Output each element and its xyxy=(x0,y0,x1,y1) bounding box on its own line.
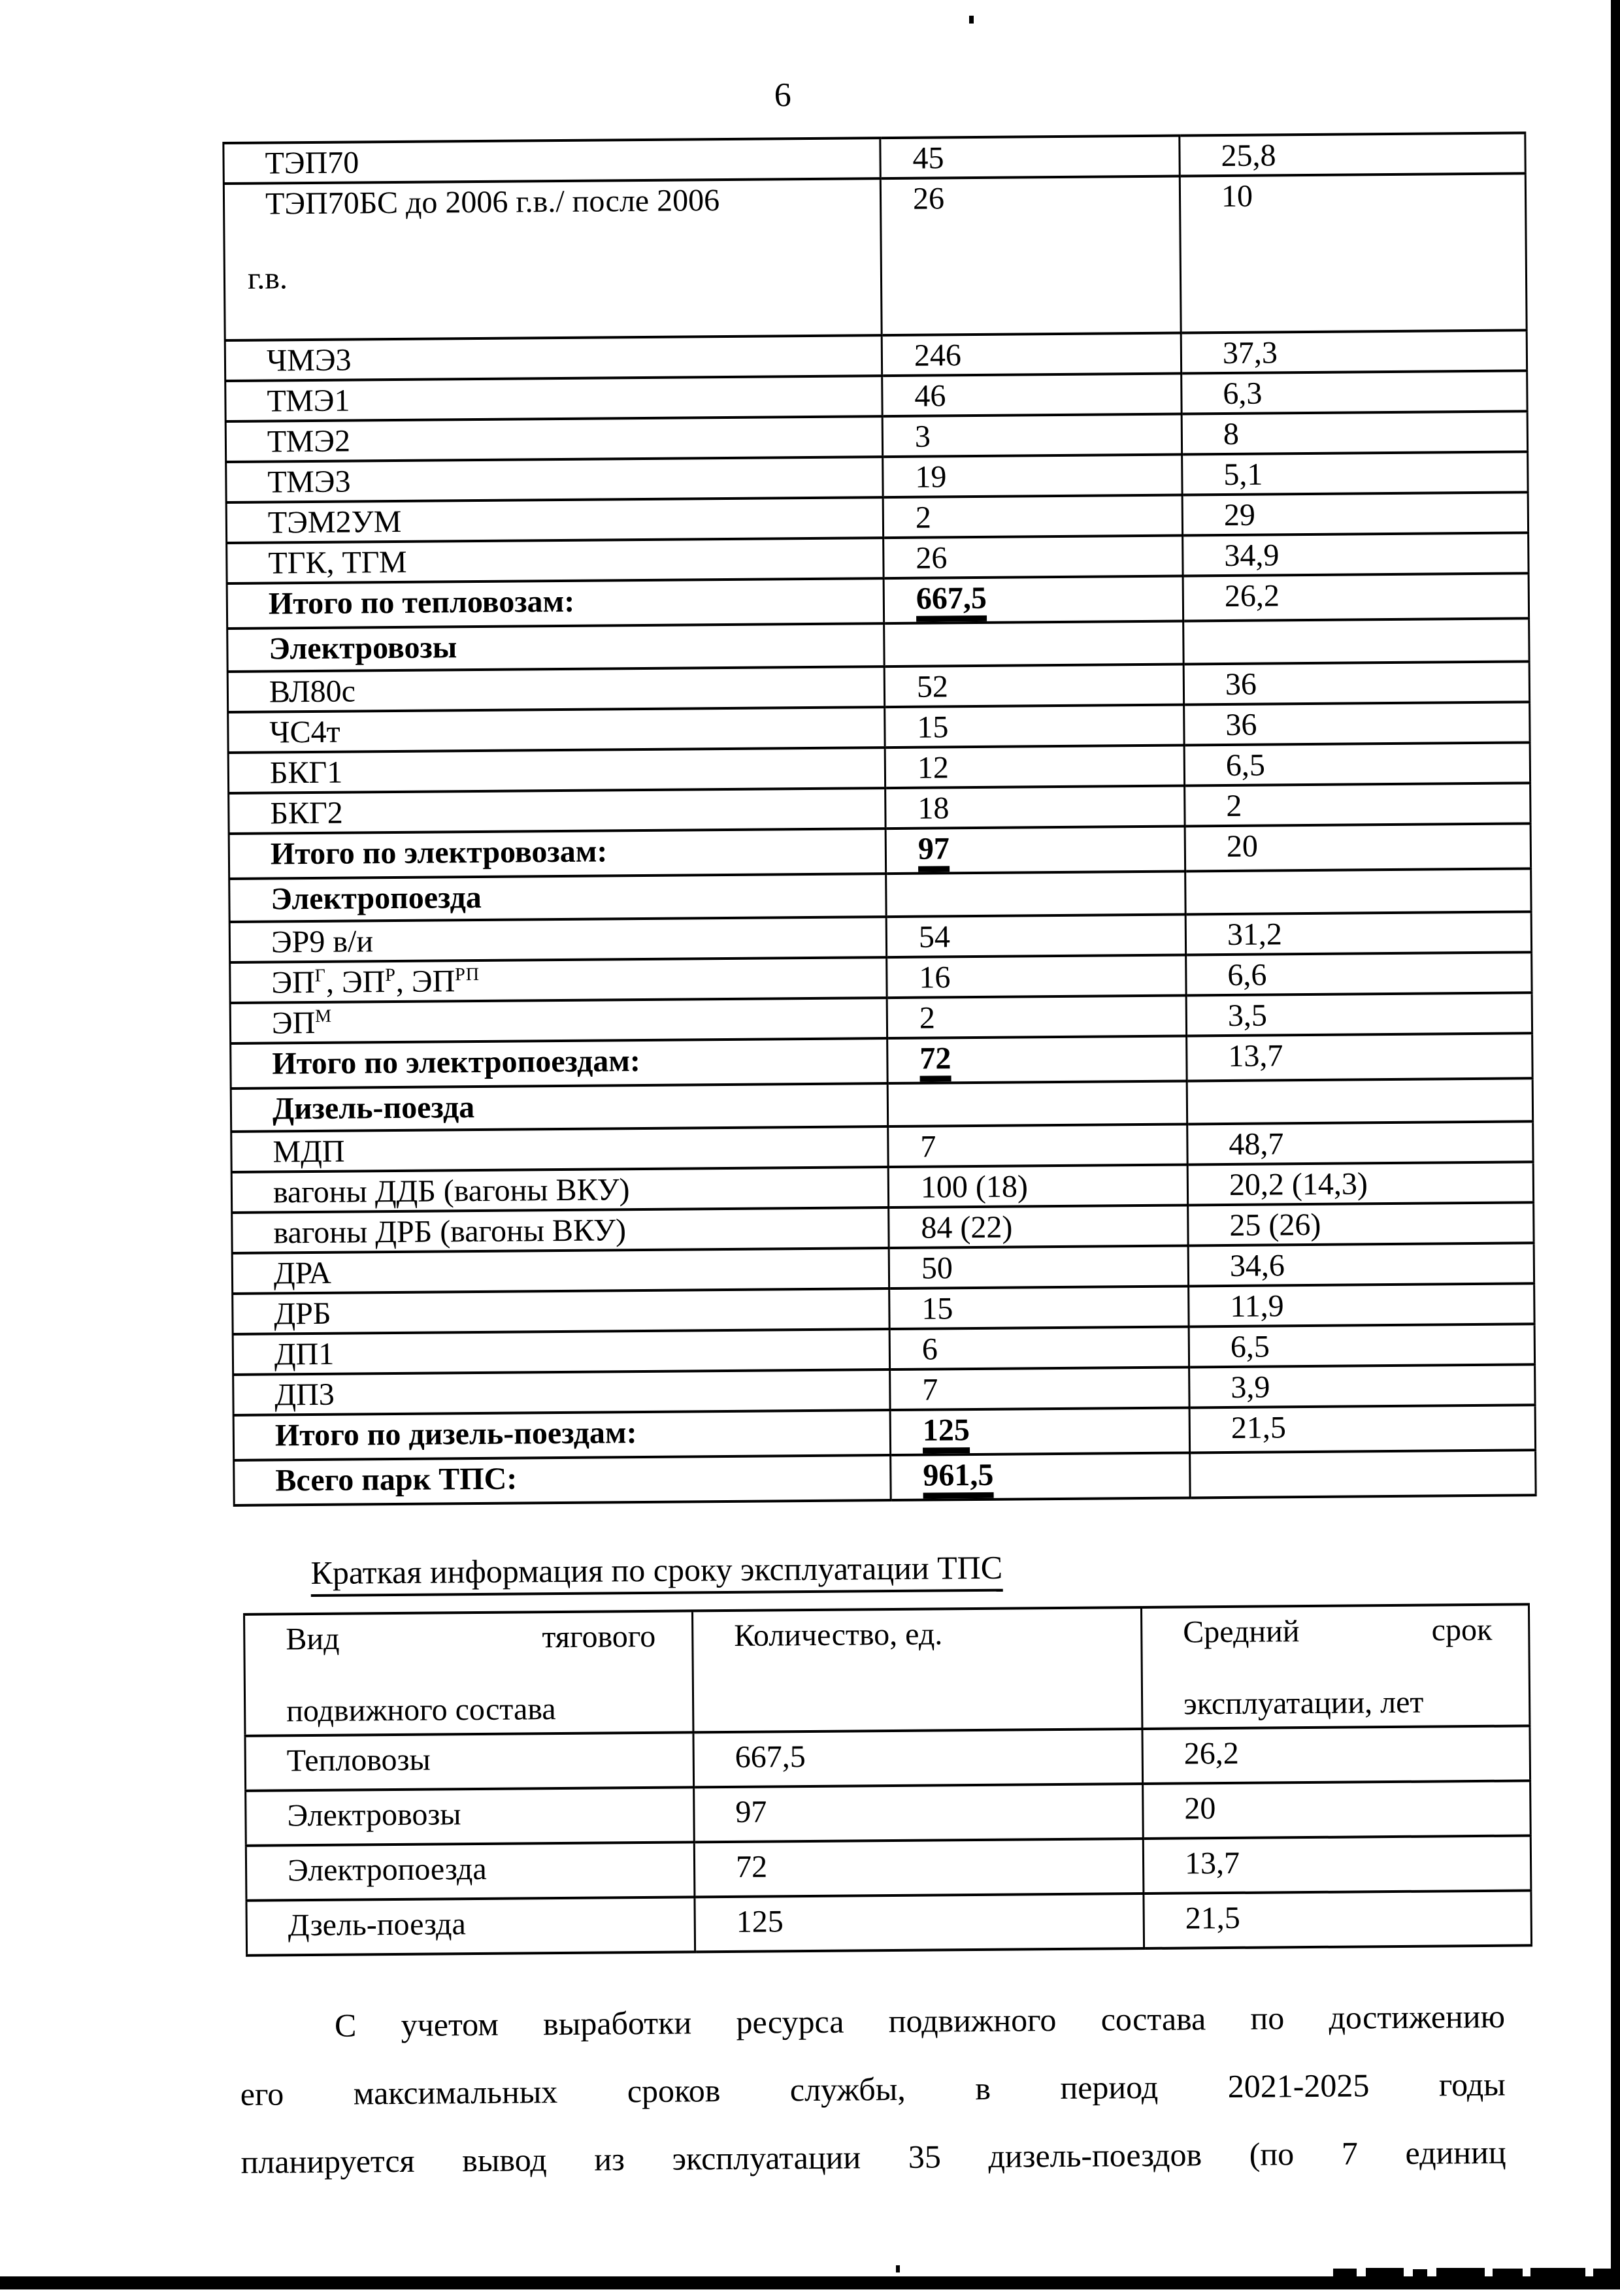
count-cell: 18 xyxy=(885,785,1185,828)
age-cell: 3,9 xyxy=(1189,1364,1535,1407)
count-cell: 12 xyxy=(885,745,1184,788)
type-cell: ТЭП70 xyxy=(223,138,880,184)
table-row xyxy=(246,1780,1531,1845)
paragraph-line: его максимальных сроков службы, в период 2021-2025 годы xyxy=(240,2065,1506,2112)
count-cell: 100 (18) xyxy=(888,1164,1187,1207)
age-cell: 6,5 xyxy=(1184,742,1530,785)
summary-table-header-row xyxy=(244,1604,1530,1735)
rolling-stock-inventory-table xyxy=(222,131,1536,1507)
count-cell xyxy=(887,1081,1187,1126)
type-cell: Итого по тепловозам: xyxy=(227,578,884,629)
paragraph-line: С учетом выработки ресурса подвижного состава по достижению xyxy=(334,1997,1506,2044)
header-text: срок xyxy=(1431,1612,1493,1648)
header-text: Средний xyxy=(1183,1614,1300,1650)
age-cell: 3,5 xyxy=(1186,992,1532,1036)
age-cell: 10 xyxy=(1180,173,1527,333)
type-cell: ЧС4т xyxy=(228,707,885,753)
scan-noise xyxy=(1493,2269,1523,2276)
table-row xyxy=(223,173,1527,340)
count-cell: 667,5 xyxy=(693,1729,1143,1787)
header-text: тягового xyxy=(542,1618,656,1655)
count-cell: 961,5 xyxy=(891,1452,1191,1500)
age-cell: 8 xyxy=(1182,411,1527,454)
type-cell: Электропоезда xyxy=(229,874,886,922)
type-cell: Электровозы xyxy=(227,623,884,672)
age-cell: 37,3 xyxy=(1181,330,1527,373)
age-cell xyxy=(1190,1450,1536,1498)
header-quantity xyxy=(693,1607,1142,1732)
scan-noise xyxy=(1436,2268,1485,2276)
type-cell: ТЭП70БС до 2006 г.в./ после 2006 г.в. xyxy=(223,178,882,340)
age-cell: 25 (26) xyxy=(1188,1202,1534,1245)
age-cell: 34,9 xyxy=(1183,533,1529,576)
age-cell: 36 xyxy=(1183,661,1529,704)
count-cell: 15 xyxy=(885,704,1184,747)
header-text: подвижного состава xyxy=(286,1692,556,1729)
count-cell: 26 xyxy=(880,176,1181,336)
type-cell: ДП1 xyxy=(233,1329,889,1375)
type-cell: Дзель-поезда xyxy=(246,1897,695,1955)
age-cell: 13,7 xyxy=(1143,1835,1531,1894)
age-cell: 20 xyxy=(1143,1780,1531,1839)
count-cell xyxy=(886,871,1186,917)
age-cell: 13,7 xyxy=(1187,1033,1533,1081)
scan-noise xyxy=(1530,2268,1585,2276)
count-cell: 84 (22) xyxy=(889,1205,1188,1248)
header-rolling-stock-type xyxy=(244,1611,693,1735)
count-cell: 97 xyxy=(885,826,1185,874)
count-cell: 7 xyxy=(888,1124,1187,1167)
age-cell: 21,5 xyxy=(1189,1405,1536,1452)
count-cell xyxy=(884,621,1184,666)
count-cell: 3 xyxy=(882,414,1182,457)
count-cell: 125 xyxy=(890,1407,1190,1455)
type-cell: Всего парк ТПС: xyxy=(234,1455,891,1505)
count-cell: 2 xyxy=(887,995,1186,1038)
header-average-service-life xyxy=(1141,1604,1529,1729)
summary-table-caption-text: Краткая информация по сроку эксплуатации ТПС xyxy=(310,1549,1002,1597)
scan-noise xyxy=(1593,2269,1620,2276)
page-number: 6 xyxy=(774,76,792,114)
type-cell: ДРА xyxy=(232,1248,889,1294)
age-cell: 21,5 xyxy=(1144,1890,1532,1948)
age-cell: 20 xyxy=(1185,823,1531,871)
type-cell: Электропоезда xyxy=(246,1842,695,1900)
count-cell: 667,5 xyxy=(884,576,1183,623)
type-cell: $ЭП^М$ xyxy=(230,998,887,1043)
header-text: Количество, ед. xyxy=(734,1616,943,1653)
type-cell: Тепловозы xyxy=(245,1732,694,1790)
header-text: Вид xyxy=(286,1621,340,1657)
type-cell: ЧМЭ3 xyxy=(225,335,882,381)
type-cell: вагоны ДДБ (вагоны ВКУ) xyxy=(231,1167,888,1213)
count-cell: 72 xyxy=(694,1839,1144,1897)
count-cell: 45 xyxy=(880,136,1180,179)
age-cell: 25,8 xyxy=(1180,133,1525,176)
scan-noise xyxy=(1366,2268,1404,2276)
type-cell: БКГ2 xyxy=(229,788,885,834)
count-cell: 97 xyxy=(694,1784,1144,1842)
count-cell: 246 xyxy=(882,333,1181,376)
count-cell: 125 xyxy=(695,1894,1144,1952)
age-cell: 29 xyxy=(1182,492,1528,535)
count-cell: 72 xyxy=(887,1036,1187,1083)
age-cell: 26,2 xyxy=(1183,573,1529,621)
count-cell: 46 xyxy=(882,374,1182,417)
header-text: эксплуатации, лет xyxy=(1183,1684,1424,1722)
age-cell: 31,2 xyxy=(1185,911,1531,955)
scan-noise xyxy=(1413,2269,1427,2276)
type-cell: Итого по электропоездам: xyxy=(231,1038,888,1089)
age-cell: 36 xyxy=(1184,702,1530,745)
type-cell: МДП xyxy=(231,1126,888,1172)
age-cell: 48,7 xyxy=(1187,1121,1533,1164)
scan-noise xyxy=(969,16,974,24)
type-cell: БКГ1 xyxy=(228,747,885,793)
service-life-summary-table xyxy=(243,1603,1532,1956)
age-cell xyxy=(1183,618,1530,664)
table-row xyxy=(246,1890,1532,1955)
count-cell: 19 xyxy=(883,455,1182,498)
header-line xyxy=(1183,1613,1492,1650)
age-cell xyxy=(1185,868,1532,914)
paragraph-line: планируется вывод из эксплуатации 35 дизель-поездов (по 7 единиц xyxy=(240,2133,1506,2180)
type-cell: Электровозы xyxy=(246,1787,695,1845)
scan-edge-strip xyxy=(1611,0,1620,2289)
scan-noise xyxy=(896,2265,900,2272)
type-cell: ТМЭ3 xyxy=(226,457,883,502)
age-cell: 2 xyxy=(1185,783,1530,826)
count-cell: 50 xyxy=(889,1245,1188,1288)
summary-table-caption xyxy=(310,1549,1002,1592)
type-cell: Итого по дизель-поездам: xyxy=(233,1410,891,1460)
body-paragraph xyxy=(240,1982,1506,2196)
type-cell: ДП3 xyxy=(233,1369,890,1415)
age-cell: 5,1 xyxy=(1182,451,1528,495)
table-row xyxy=(234,1450,1536,1505)
type-cell: ТГК, ТГМ xyxy=(227,538,884,583)
scan-noise xyxy=(1333,2269,1357,2276)
type-cell: ТМЭ2 xyxy=(225,416,882,462)
count-cell: 15 xyxy=(889,1286,1189,1329)
age-cell: 6,3 xyxy=(1182,370,1527,414)
age-cell: 20,2 (14,3) xyxy=(1187,1162,1533,1205)
type-cell: Итого по электровозам: xyxy=(229,828,886,879)
age-cell: 6,5 xyxy=(1189,1324,1534,1367)
scan-bottom-bar xyxy=(0,2276,1620,2289)
type-cell: ВЛ80с xyxy=(227,666,884,712)
count-cell: 26 xyxy=(884,535,1183,578)
type-cell: ЭР9 в/и xyxy=(229,917,886,962)
type-cell: вагоны ДРБ (вагоны ВКУ) xyxy=(232,1207,889,1253)
type-cell: Дизель-поезда xyxy=(231,1083,887,1132)
age-cell: 34,6 xyxy=(1188,1243,1534,1286)
type-cell: ТМЭ1 xyxy=(225,376,882,421)
type-cell: ДРБ xyxy=(233,1288,889,1334)
age-cell: 26,2 xyxy=(1142,1726,1530,1784)
count-cell: 6 xyxy=(889,1326,1189,1369)
count-cell: 16 xyxy=(887,955,1186,998)
table-row xyxy=(245,1726,1530,1790)
type-cell: $ЭП^Г$, $ЭП^Р$, $ЭП^{РП}$ xyxy=(230,957,887,1003)
table-row xyxy=(246,1835,1531,1900)
count-cell: 7 xyxy=(890,1367,1189,1410)
header-line xyxy=(286,1619,655,1657)
age-cell: 6,6 xyxy=(1186,952,1532,995)
count-cell: 52 xyxy=(884,664,1183,707)
count-cell: 54 xyxy=(886,914,1185,957)
age-cell xyxy=(1187,1078,1533,1124)
type-cell: ТЭМ2УМ xyxy=(226,497,883,543)
count-cell: 2 xyxy=(883,495,1182,538)
age-cell: 11,9 xyxy=(1189,1283,1534,1326)
